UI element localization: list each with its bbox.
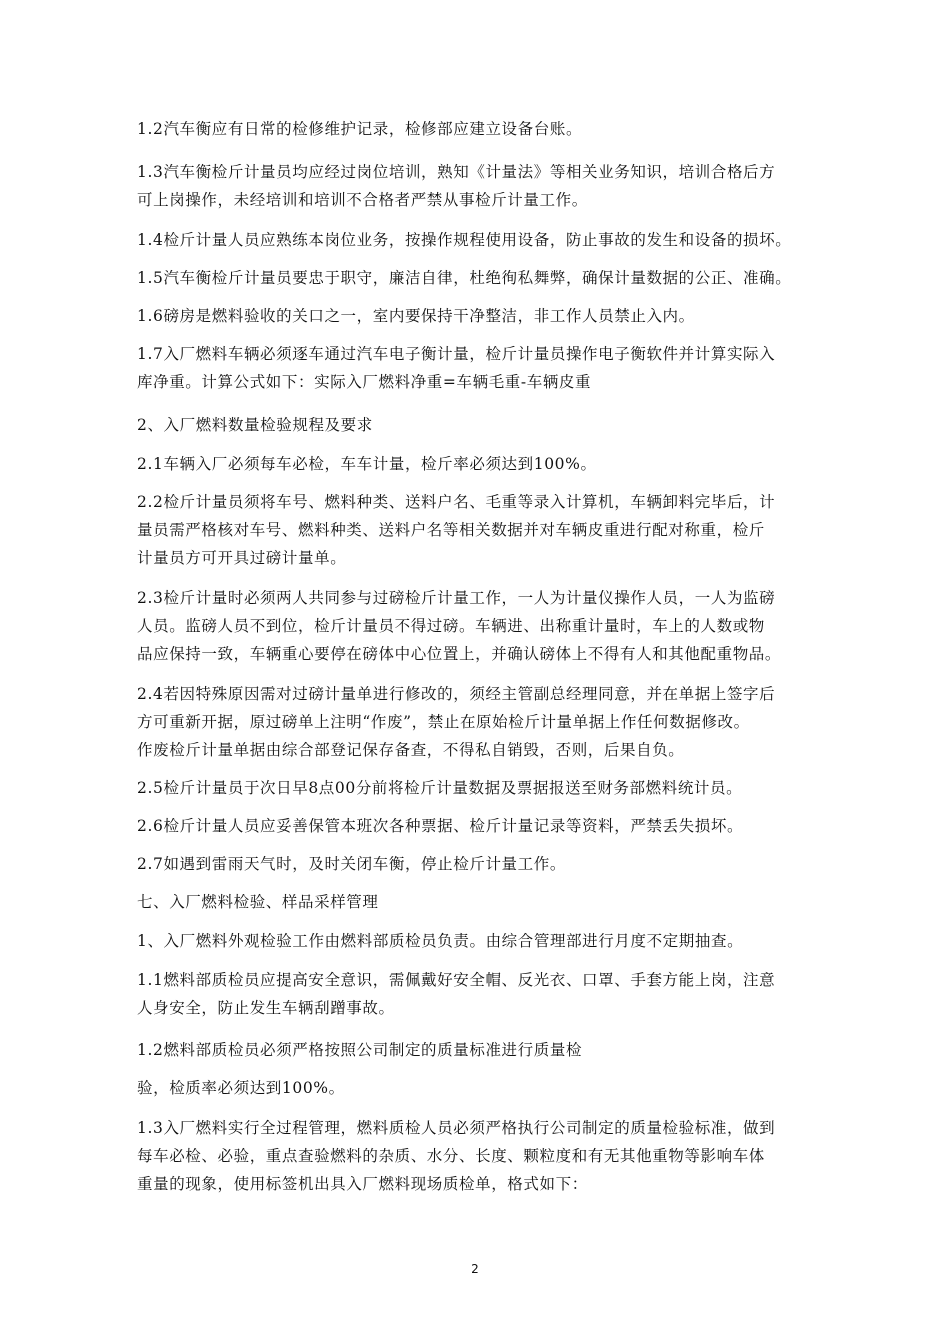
paragraph	[137, 966, 827, 1022]
paragraph	[137, 1036, 827, 1064]
paragraph-line: 2.6检斤计量人员应妥善保管本班次各种票据、检斤计量记录等资料，严禁丢失损坏。	[137, 817, 744, 835]
paragraph-line: 2.7如遇到雷雨天气时，及时关闭车衡，停止检斤计量工作。	[137, 855, 566, 873]
paragraph-line: 1.7入厂燃料车辆必须逐车通过汽车电子衡计量，检斤计量员操作电子衡软件并计算实际入	[137, 345, 776, 363]
paragraph	[137, 158, 827, 214]
paragraph-line: 品应保持一致，车辆重心要停在磅体中心位置上，并确认磅体上不得有人和其他配重物品。	[137, 645, 782, 663]
paragraph	[137, 488, 827, 572]
paragraph	[137, 1074, 827, 1102]
page-number: 2	[471, 1262, 479, 1276]
paragraph-line: 每车必检、必验，重点查验燃料的杂质、水分、长度、颗粒度和有无其他重物等影响车体	[137, 1147, 765, 1165]
paragraph-line: 七、入厂燃料检验、样品采样管理	[137, 893, 379, 911]
paragraph-line: 1.5汽车衡检斤计量员要忠于职守，廉洁自律，杜绝徇私舞弊，确保计量数据的公正、准确。	[137, 269, 792, 287]
paragraph-line: 重量的现象，使用标签机出具入厂燃料现场质检单，格式如下：	[137, 1175, 588, 1193]
paragraph-line: 人身安全，防止发生车辆刮蹭事故。	[137, 999, 395, 1017]
paragraph-line: 1、入厂燃料外观检验工作由燃料部质检员负责。由综合管理部进行月度不定期抽查。	[137, 932, 744, 950]
paragraph	[137, 774, 827, 802]
paragraph-line: 作废检斤计量单据由综合部登记保存备查，不得私自销毁，否则，后果自负。	[137, 741, 685, 759]
paragraph-line: 验，检质率必须达到100%。	[137, 1079, 345, 1097]
paragraph-line: 2.3检斤计量时必须两人共同参与过磅检斤计量工作，一人为计量仪操作人员，一人为监磅	[137, 589, 776, 607]
paragraph-line: 1.1燃料部质检员应提高安全意识，需佩戴好安全帽、反光衣、口罩、手套方能上岗，注意	[137, 971, 776, 989]
paragraph	[137, 411, 827, 439]
paragraph-line: 2.2检斤计量员须将车号、燃料种类、送料户名、毛重等录入计算机，车辆卸料完毕后，计	[137, 493, 776, 511]
paragraph	[137, 340, 827, 396]
paragraph	[137, 302, 827, 330]
paragraph	[137, 812, 827, 840]
paragraph	[137, 264, 827, 292]
paragraph-line: 1.2燃料部质检员必须严格按照公司制定的质量标准进行质量检	[137, 1041, 583, 1059]
paragraph-line: 1.2汽车衡应有日常的检修维护记录，检修部应建立设备台账。	[137, 120, 583, 138]
paragraph-line: 量员需严格核对车号、燃料种类、送料户名等相关数据并对车辆皮重进行配对称重，检斤	[137, 521, 765, 539]
paragraph	[137, 115, 827, 143]
paragraph-line: 2.1车辆入厂必须每车必检，车车计量，检斤率必须达到100%。	[137, 455, 597, 473]
paragraph-line: 1.6磅房是燃料验收的关口之一，室内要保持干净整洁，非工作人员禁止入内。	[137, 307, 695, 325]
paragraph-line: 1.4检斤计量人员应熟练本岗位业务，按操作规程使用设备，防止事故的发生和设备的损坏。	[137, 231, 792, 249]
paragraph-line: 1.3汽车衡检斤计量员均应经过岗位培训，熟知《计量法》等相关业务知识，培训合格后方	[137, 163, 776, 181]
paragraph	[137, 927, 827, 955]
paragraph-line: 1.3入厂燃料实行全过程管理，燃料质检人员必须严格执行公司制定的质量检验标准，做到	[137, 1119, 776, 1137]
paragraph-line: 2.4若因特殊原因需对过磅计量单进行修改的，须经主管副总经理同意，并在单据上签字后	[137, 685, 776, 703]
paragraph-line: 可上岗操作，未经培训和培训不合格者严禁从事检斤计量工作。	[137, 191, 588, 209]
paragraph	[137, 1114, 827, 1198]
paragraph	[137, 584, 827, 668]
paragraph	[137, 680, 827, 764]
paragraph-line: 计量员方可开具过磅计量单。	[137, 549, 347, 567]
paragraph-line: 库净重。计算公式如下：实际入厂燃料净重=车辆毛重-车辆皮重	[137, 373, 592, 391]
paragraph	[137, 850, 827, 878]
paragraph	[137, 888, 827, 916]
paragraph-line: 2.5检斤计量员于次日早8点00分前将检斤计量数据及票据报送至财务部燃料统计员。	[137, 779, 743, 797]
paragraph	[137, 450, 827, 478]
paragraph	[137, 226, 827, 254]
paragraph-line: 方可重新开据，原过磅单上注明“作废”，禁止在原始检斤计量单据上作任何数据修改。	[137, 713, 750, 731]
paragraph-line: 人员。监磅人员不到位，检斤计量员不得过磅。车辆进、出称重计量时，车上的人数或物	[137, 617, 765, 635]
paragraph-line: 2、入厂燃料数量检验规程及要求	[137, 416, 373, 434]
